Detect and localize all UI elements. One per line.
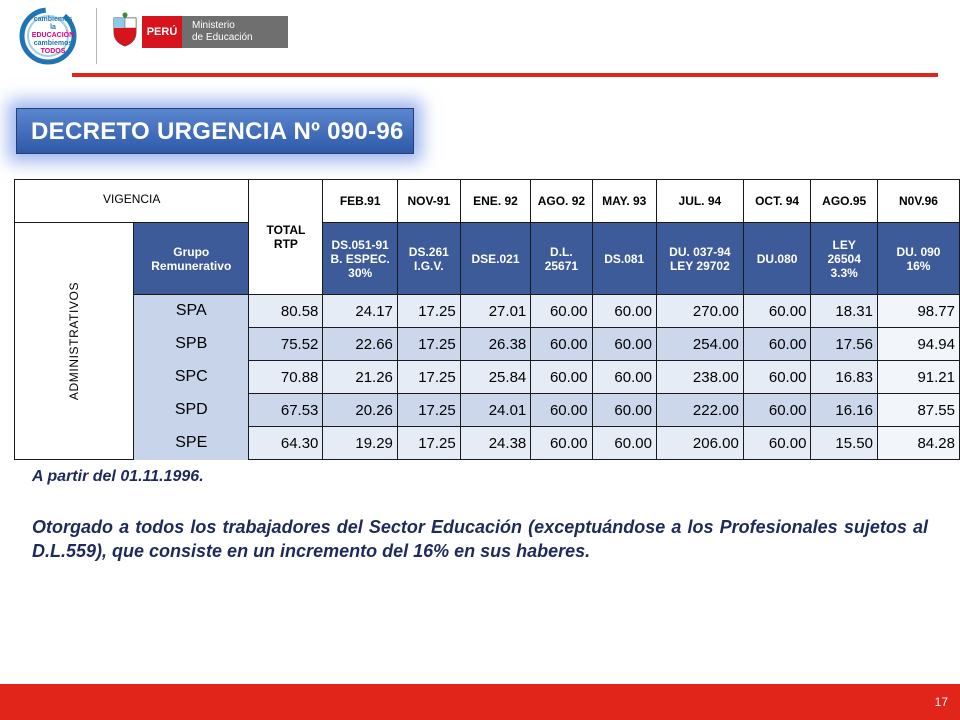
- group-label: SPD: [134, 394, 249, 427]
- table-cell: 19.29: [323, 427, 398, 460]
- table-cell: 18.31: [811, 295, 878, 328]
- table-cell: 24.17: [323, 295, 398, 328]
- table-cell: 16.16: [811, 394, 878, 427]
- table-cell: 87.55: [877, 394, 959, 427]
- logo-line-4: TODOS: [40, 48, 66, 55]
- group-label: SPA: [134, 295, 249, 328]
- norm-header: [656, 223, 743, 295]
- date-header: N0V.96: [877, 180, 959, 223]
- norm-header: [811, 223, 878, 295]
- norm-line: 16%: [906, 258, 931, 273]
- norm-line: DS.051-91: [331, 237, 389, 252]
- date-header: AGO. 92: [531, 180, 592, 223]
- table-cell: 26.38: [460, 328, 531, 361]
- table-cell: 206.00: [656, 427, 743, 460]
- total-rtp-header: [249, 180, 323, 295]
- peru-label: PERÚ: [142, 16, 182, 48]
- table-cell: 17.25: [397, 394, 460, 427]
- table-cell: 15.50: [811, 427, 878, 460]
- norm-header: [397, 223, 460, 295]
- table-cell: 27.01: [460, 295, 531, 328]
- table-cell: 60.00: [592, 427, 656, 460]
- norm-line: D.L.: [550, 244, 573, 259]
- table-cell: 24.38: [460, 427, 531, 460]
- norm-line: DS.081: [604, 251, 645, 266]
- table-cell: 60.00: [592, 361, 656, 394]
- table-cell: 91.21: [877, 361, 959, 394]
- page-number: 17: [934, 695, 948, 709]
- table-cell: 60.00: [531, 295, 592, 328]
- table-cell: 17.25: [397, 361, 460, 394]
- table-cell: 60.00: [743, 295, 811, 328]
- norm-line: DSE.021: [471, 251, 520, 266]
- norm-line: 3.3%: [830, 265, 858, 280]
- table-cell: 16.83: [811, 361, 878, 394]
- norm-line: 30%: [348, 265, 373, 280]
- norm-header: [592, 223, 656, 295]
- ministry-line-2: de Educación: [192, 32, 253, 43]
- table-cell: 60.00: [592, 328, 656, 361]
- norm-line: I.G.V.: [414, 258, 444, 273]
- group-label: SPE: [134, 427, 249, 460]
- norm-header: [743, 223, 811, 295]
- header-row-dates: [15, 180, 960, 223]
- table-cell: 67.53: [249, 394, 323, 427]
- norm-line: 25671: [544, 258, 579, 273]
- norm-line: 26504: [827, 251, 861, 266]
- date-header: OCT. 94: [743, 180, 811, 223]
- date-header: ENE. 92: [460, 180, 531, 223]
- table-cell: 98.77: [877, 295, 959, 328]
- total-label: TOTAL: [266, 223, 306, 237]
- table-cell: 60.00: [531, 361, 592, 394]
- norm-header: [323, 223, 398, 295]
- ministry-line-1: Ministerio: [192, 20, 235, 31]
- header-row-norms: [15, 223, 960, 295]
- side-label-text: ADMINISTRATIVOS: [67, 281, 82, 401]
- table-cell: 60.00: [743, 427, 811, 460]
- table-row: [15, 361, 960, 394]
- date-header: MAY. 93: [592, 180, 656, 223]
- norm-line: DS.261: [408, 244, 449, 259]
- remuneration-table: [14, 179, 960, 460]
- effective-date-note: A partir del 01.11.1996.: [32, 468, 204, 485]
- norm-header: [877, 223, 959, 295]
- ministry-label: [182, 16, 288, 48]
- table-cell: 17.25: [397, 427, 460, 460]
- grupo-label: Grupo: [173, 244, 210, 259]
- table-cell: 84.28: [877, 427, 959, 460]
- date-header: FEB.91: [323, 180, 398, 223]
- grupo-remunerativo-header: [134, 223, 249, 295]
- administrativos-side-label: [15, 223, 134, 460]
- table-cell: 70.88: [249, 361, 323, 394]
- norm-line: B. ESPEC.: [330, 251, 390, 266]
- group-label: SPC: [134, 361, 249, 394]
- logo-line-3: cambiemos: [33, 40, 73, 47]
- table-cell: 60.00: [743, 394, 811, 427]
- header-rule: [72, 73, 938, 77]
- table-cell: 64.30: [249, 427, 323, 460]
- norm-line: LEY: [832, 237, 856, 252]
- table-cell: 60.00: [592, 295, 656, 328]
- table-cell: 25.84: [460, 361, 531, 394]
- table-cell: 24.01: [460, 394, 531, 427]
- logo-line-1: cambiemos la: [33, 16, 73, 31]
- vigencia-header: VIGENCIA: [15, 180, 249, 223]
- table-cell: 17.25: [397, 328, 460, 361]
- table-cell: 80.58: [249, 295, 323, 328]
- table-cell: 60.00: [531, 427, 592, 460]
- table-cell: 222.00: [656, 394, 743, 427]
- table-row: [15, 427, 960, 460]
- table-cell: 60.00: [743, 328, 811, 361]
- campaign-logo-text: [30, 16, 76, 56]
- group-label: SPB: [134, 328, 249, 361]
- date-header: NOV-91: [397, 180, 460, 223]
- table-cell: 21.26: [323, 361, 398, 394]
- coat-of-arms-icon: [110, 12, 140, 48]
- table-cell: 60.00: [531, 328, 592, 361]
- rtp-label: RTP: [273, 237, 298, 251]
- table-cell: 17.56: [811, 328, 878, 361]
- norm-line: DU.080: [756, 251, 798, 266]
- norm-header: [460, 223, 531, 295]
- norm-header: [531, 223, 592, 295]
- table-cell: 17.25: [397, 295, 460, 328]
- table-cell: 270.00: [656, 295, 743, 328]
- table-cell: 75.52: [249, 328, 323, 361]
- remunerativo-label: Remunerativo: [151, 258, 232, 273]
- description-paragraph: Otorgado a todos los trabajadores del Sector Educación (exceptuándose a los Profesionales sujetos al D.L.559), que consiste en un incremento del 16% en sus haberes.: [32, 517, 928, 561]
- logo-line-2: EDUCACIÓN: [31, 32, 75, 39]
- norm-line: DU. 037-94: [669, 244, 731, 259]
- table-cell: 254.00: [656, 328, 743, 361]
- table-cell: 60.00: [592, 394, 656, 427]
- norm-line: LEY 29702: [669, 258, 730, 273]
- table-cell: 238.00: [656, 361, 743, 394]
- page-title: DECRETO URGENCIA Nº 090-96: [16, 108, 414, 154]
- table-cell: 60.00: [743, 361, 811, 394]
- footer-bar: [0, 684, 960, 720]
- table-row: [15, 328, 960, 361]
- date-header: JUL. 94: [656, 180, 743, 223]
- table-row: [15, 295, 960, 328]
- table-cell: 60.00: [531, 394, 592, 427]
- table-cell: 22.66: [323, 328, 398, 361]
- header-divider: [96, 8, 97, 64]
- table-cell: 94.94: [877, 328, 959, 361]
- date-header: AGO.95: [811, 180, 878, 223]
- table-row: [15, 394, 960, 427]
- table-cell: 20.26: [323, 394, 398, 427]
- norm-line: DU. 090: [896, 244, 941, 259]
